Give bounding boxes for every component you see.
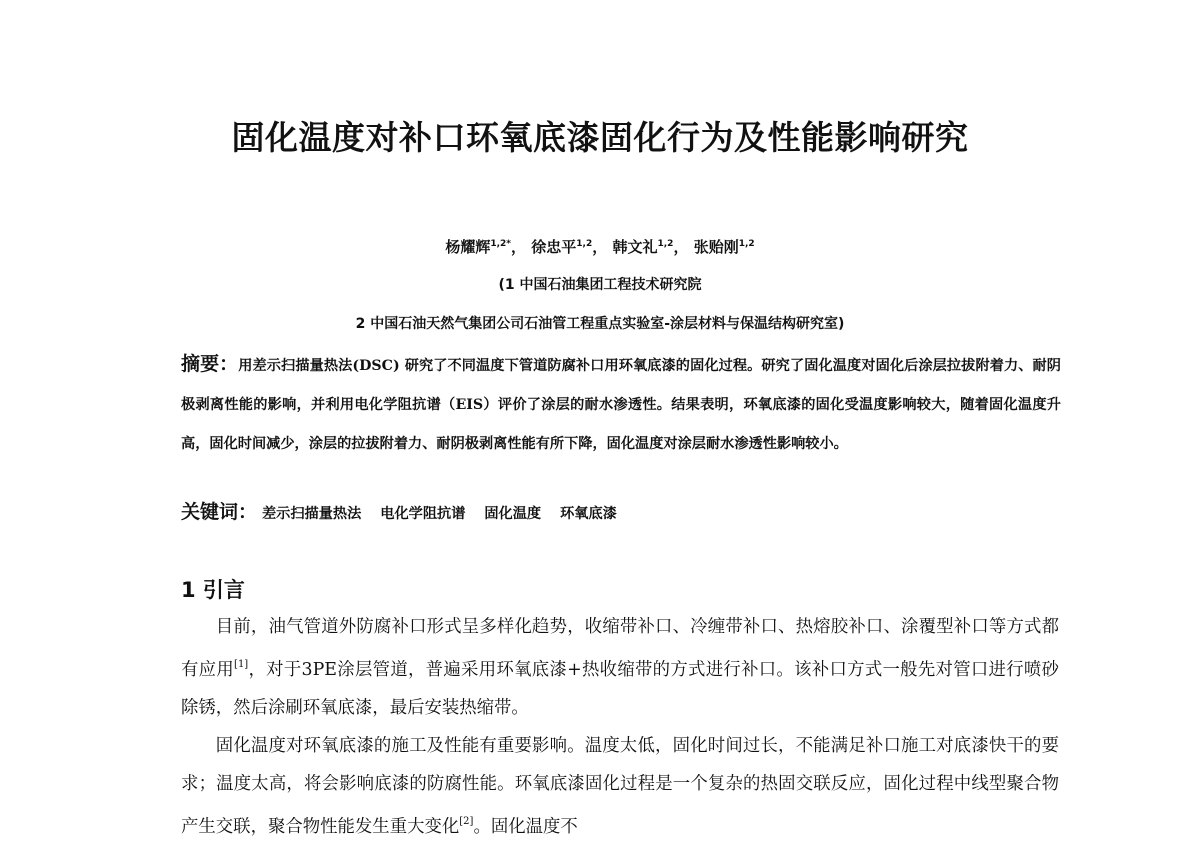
abstract [181,345,1061,464]
paragraph [181,727,1059,846]
abstract-text: 用差示扫描量热法(DSC) 研究了不同温度下管道防腐补口用环氧底漆的固化过程。研究了固化温度对固化后涂层拉拔附着力、耐阴极剥离性能的影响，并利用电化学阻抗谱（EIS）评价了涂层的耐水渗透性。结果表明，环氧底漆的固化受温度影响较大，随着固化温度升高，固化时间减少，涂层的拉拔附着力、耐阴极剥离性能有所下降，固化温度对涂层耐水渗透性影响较小。 [181,358,1061,452]
author-affiliation-mark: 1,2* [490,239,511,249]
abstract-label: 摘要： [181,353,239,375]
author-separator: ， [511,238,527,256]
affiliation-1: (1 中国石油集团工程技术研究院 [498,277,702,293]
keyword: 环氧底漆 [560,506,617,522]
author-affiliation-mark: 1,2 [576,239,593,249]
keywords [181,497,631,524]
paragraph-text: ，对于3PE涂层管道，普遍采用环氧底漆+热收缩带的方式进行补口。该补口方式一般先对管口进行喷砂除锈，然后涂刷环氧底漆，最后安装热缩带。 [181,660,1059,718]
keyword: 电化学阻抗谱 [380,506,466,522]
keywords-label: 关键词： [181,501,258,523]
author-list [0,236,1200,257]
author-name: 徐忠平 [531,238,577,256]
paragraph-text: 目前，油气管道外防腐补口形式呈多样化趋势，收缩带补口、冷缠带补口、热熔胶补口、涂覆型补口等方式都有应用 [181,617,1059,680]
keyword: 差示扫描量热法 [261,506,362,522]
paragraph-text: 。固化温度不 [473,817,578,837]
paragraph [181,608,1059,727]
section-heading-introduction: 1 引言 [181,578,245,602]
author-name: 韩文礼 [612,238,658,256]
citation-ref: [2] [459,816,474,827]
author-affiliation-mark: 1,2 [738,239,755,249]
affiliation-2: 2 中国石油天然气集团公司石油管工程重点实验室-涂层材料与保温结构研究室) [355,316,845,332]
author-name: 张贻刚 [693,238,739,256]
paper-title: 固化温度对补口环氧底漆固化行为及性能影响研究 [231,118,969,157]
author-separator: ， [592,238,608,256]
author-affiliation-mark: 1,2 [657,239,674,249]
introduction-body [181,608,1059,846]
author-separator: ， [673,238,689,256]
paragraph-text: 固化温度对环氧底漆的施工及性能有重要影响。温度太低，固化时间过长，不能满足补口施工对底漆快干的要求；温度太高，将会影响底漆的防腐性能。环氧底漆固化过程是一个复杂的热固交联反应，固化过程中线型聚合物产生交联，聚合物性能发生重大变化 [181,736,1059,837]
citation-ref: [1] [234,659,249,670]
keyword: 固化温度 [484,506,542,522]
author-name: 杨耀辉 [445,238,491,256]
